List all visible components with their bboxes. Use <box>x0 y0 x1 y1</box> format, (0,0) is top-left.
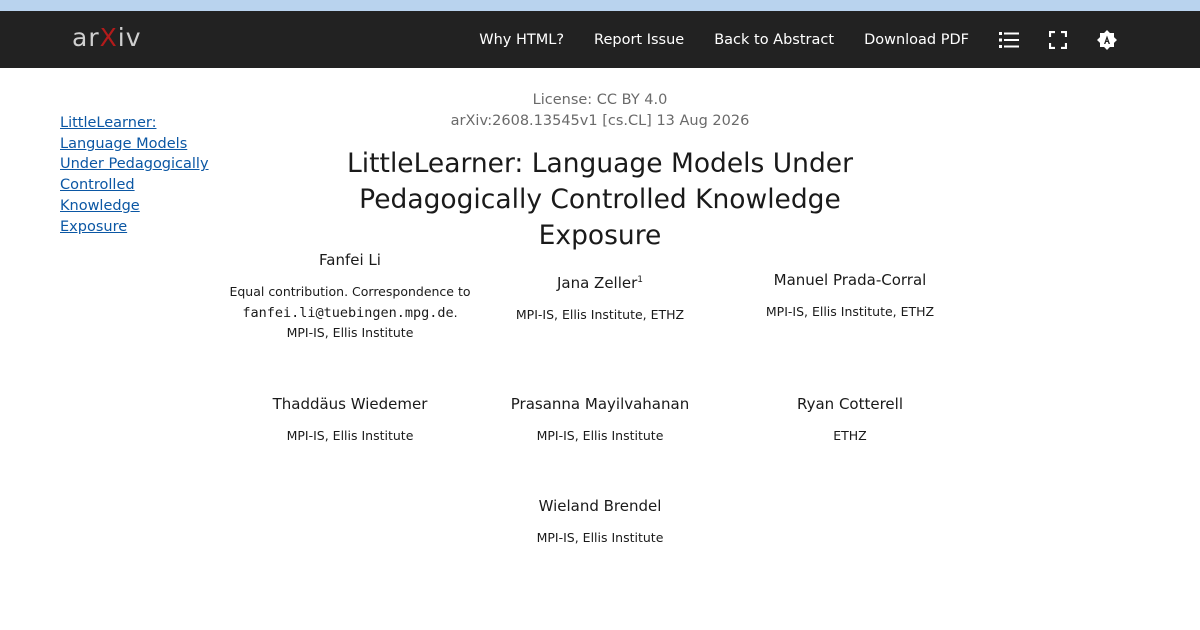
arxiv-id-text: arXiv:2608.13545v1 [cs.CL] 13 Aug 2026 <box>450 112 750 129</box>
why-html-link[interactable]: Why HTML? <box>479 31 565 48</box>
author-block <box>475 394 725 447</box>
author-name <box>475 270 725 293</box>
paper-title: LittleLearner: Language Models Under Pedagogically Controlled Knowledge Exposure <box>347 148 853 251</box>
table-of-contents <box>60 113 210 237</box>
author-block <box>225 250 475 344</box>
fullscreen-icon[interactable] <box>1048 30 1068 50</box>
author-footnote-mark: 1 <box>637 275 644 285</box>
report-issue-link[interactable]: Report Issue <box>594 31 685 48</box>
author-block <box>225 394 475 447</box>
author-block <box>725 270 975 323</box>
author-affiliation <box>225 282 475 344</box>
author-block <box>725 394 975 447</box>
author-affiliation-text: MPI-IS, Ellis Institute <box>536 530 664 545</box>
author-affiliation-text: MPI-IS, Ellis Institute, ETHZ <box>515 307 685 322</box>
browser-top-strip <box>0 0 1200 11</box>
paper-meta <box>300 90 900 131</box>
author-affiliation-text: MPI-IS, Ellis Institute <box>286 428 414 443</box>
author-affiliation-text: MPI-IS, Ellis Institute, ETHZ <box>765 304 935 319</box>
license-text: License: CC BY 4.0 <box>532 92 668 108</box>
author-name: Manuel Prada-Corral <box>773 271 927 289</box>
author-note: Equal contribution. Correspondence to <box>229 284 471 299</box>
back-to-abstract-link[interactable]: Back to Abstract <box>714 31 835 48</box>
author-note-end: . <box>453 304 458 320</box>
author-email: fanfei.li@tuebingen.mpg.de <box>242 304 454 321</box>
nav-links <box>479 11 1200 68</box>
author-affiliation-text: MPI-IS, Ellis Institute <box>286 325 414 340</box>
author-affiliation-text: ETHZ <box>833 428 867 443</box>
logo-text-suffix: iv <box>117 23 142 52</box>
author-name: Thaddäus Wiedemer <box>272 395 428 413</box>
logo-text-x: X <box>99 23 118 52</box>
theme-toggle-icon[interactable] <box>1097 30 1117 50</box>
author-name: Prasanna Mayilvahanan <box>510 395 690 413</box>
author-name: Wieland Brendel <box>538 497 662 515</box>
list-icon[interactable] <box>999 30 1019 50</box>
author-name: Ryan Cotterell <box>797 395 903 413</box>
download-pdf-link[interactable]: Download PDF <box>864 31 969 48</box>
logo-text-prefix: ar <box>72 23 100 52</box>
author-block <box>475 496 725 549</box>
arxiv-logo[interactable] <box>72 23 142 52</box>
navbar <box>0 11 1200 68</box>
author-name-text: Jana Zeller <box>556 274 638 292</box>
author-name: Fanfei Li <box>319 251 381 269</box>
toc-title-link[interactable]: LittleLearner: Language Models Under Pedagogically Controlled Knowledge Exposure <box>60 115 209 235</box>
author-block <box>475 270 725 326</box>
author-affiliation-text: MPI-IS, Ellis Institute <box>536 428 664 443</box>
